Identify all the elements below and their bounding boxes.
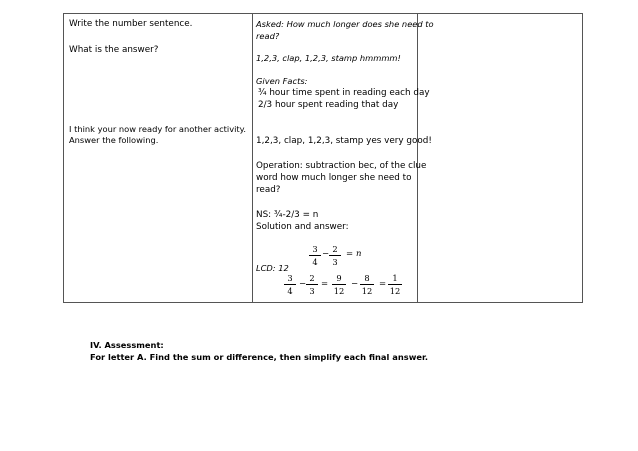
assessment-instruction: For letter A. Find the sum or difference, then simplify each final answer. — [90, 352, 429, 362]
given-fact-1: ¾ hour time spent in reading each day — [258, 88, 430, 98]
denominator: 12 — [361, 286, 373, 296]
asked-line-2: read? — [256, 31, 280, 41]
chant-very-good: 1,2,3, clap, 1,2,3, stamp yes very good! — [256, 136, 432, 146]
number-sentence: NS: ¾-2/3 = n — [256, 210, 319, 220]
numerator: 3 — [287, 273, 293, 283]
lcd-label: LCD: 12 — [256, 263, 289, 273]
lesson-table — [63, 13, 583, 303]
column-remarks — [418, 14, 582, 302]
operation-line-1: Operation: subtraction bec, of the clue — [256, 161, 427, 171]
column-pupil-activity — [253, 14, 434, 302]
eq1-equals: = — [346, 249, 354, 259]
eq1-variable-n: n — [356, 249, 362, 259]
eq1-fraction-two-thirds — [328, 244, 342, 267]
numerator: 2 — [332, 244, 338, 254]
denominator: 4 — [312, 257, 318, 267]
eq2-fraction-eight-twelfths — [359, 273, 375, 296]
given-fact-2: 2/3 hour spent reading that day — [258, 100, 399, 110]
numerator: 8 — [364, 273, 370, 283]
denominator: 3 — [332, 257, 338, 267]
eq2-minus-1: − — [299, 279, 307, 289]
numerator: 3 — [312, 244, 318, 254]
chant-hmmm: 1,2,3, clap, 1,2,3, stamp hmmmm! — [256, 53, 401, 63]
denominator: 3 — [309, 286, 315, 296]
eq1-minus: − — [322, 249, 330, 259]
asked-line-1: Asked: How much longer does she need to — [256, 19, 434, 29]
numerator: 9 — [336, 273, 342, 283]
denominator: 4 — [287, 286, 293, 296]
eq2-fraction-two-thirds — [305, 273, 319, 296]
denominator: 12 — [333, 286, 345, 296]
column-teacher-activity — [64, 14, 253, 302]
denominator: 12 — [389, 286, 401, 296]
eq2-fraction-nine-twelfths — [331, 273, 347, 296]
given-facts-label: Given Facts: — [256, 76, 308, 86]
instruction-what-is-answer: What is the answer? — [69, 45, 159, 55]
eq2-equals-1: = — [321, 279, 329, 289]
eq2-equals-2: = — [379, 279, 387, 289]
instruction-answer-following: Answer the following. — [69, 135, 159, 145]
operation-line-3: read? — [256, 185, 281, 195]
assessment-heading: IV. Assessment: — [90, 340, 164, 350]
eq2-fraction-one-twelfth — [387, 273, 403, 296]
solution-label: Solution and answer: — [256, 222, 349, 232]
operation-line-2: word how much longer she need to — [256, 173, 412, 183]
numerator: 1 — [392, 273, 398, 283]
eq1-fraction-three-fourths — [308, 244, 322, 267]
eq2-fraction-three-fourths — [283, 273, 297, 296]
instruction-ready-next-activity: I think your now ready for another activity. — [69, 124, 247, 134]
eq2-minus-2: − — [351, 279, 359, 289]
numerator: 2 — [309, 273, 315, 283]
instruction-write-number-sentence: Write the number sentence. — [69, 19, 193, 29]
